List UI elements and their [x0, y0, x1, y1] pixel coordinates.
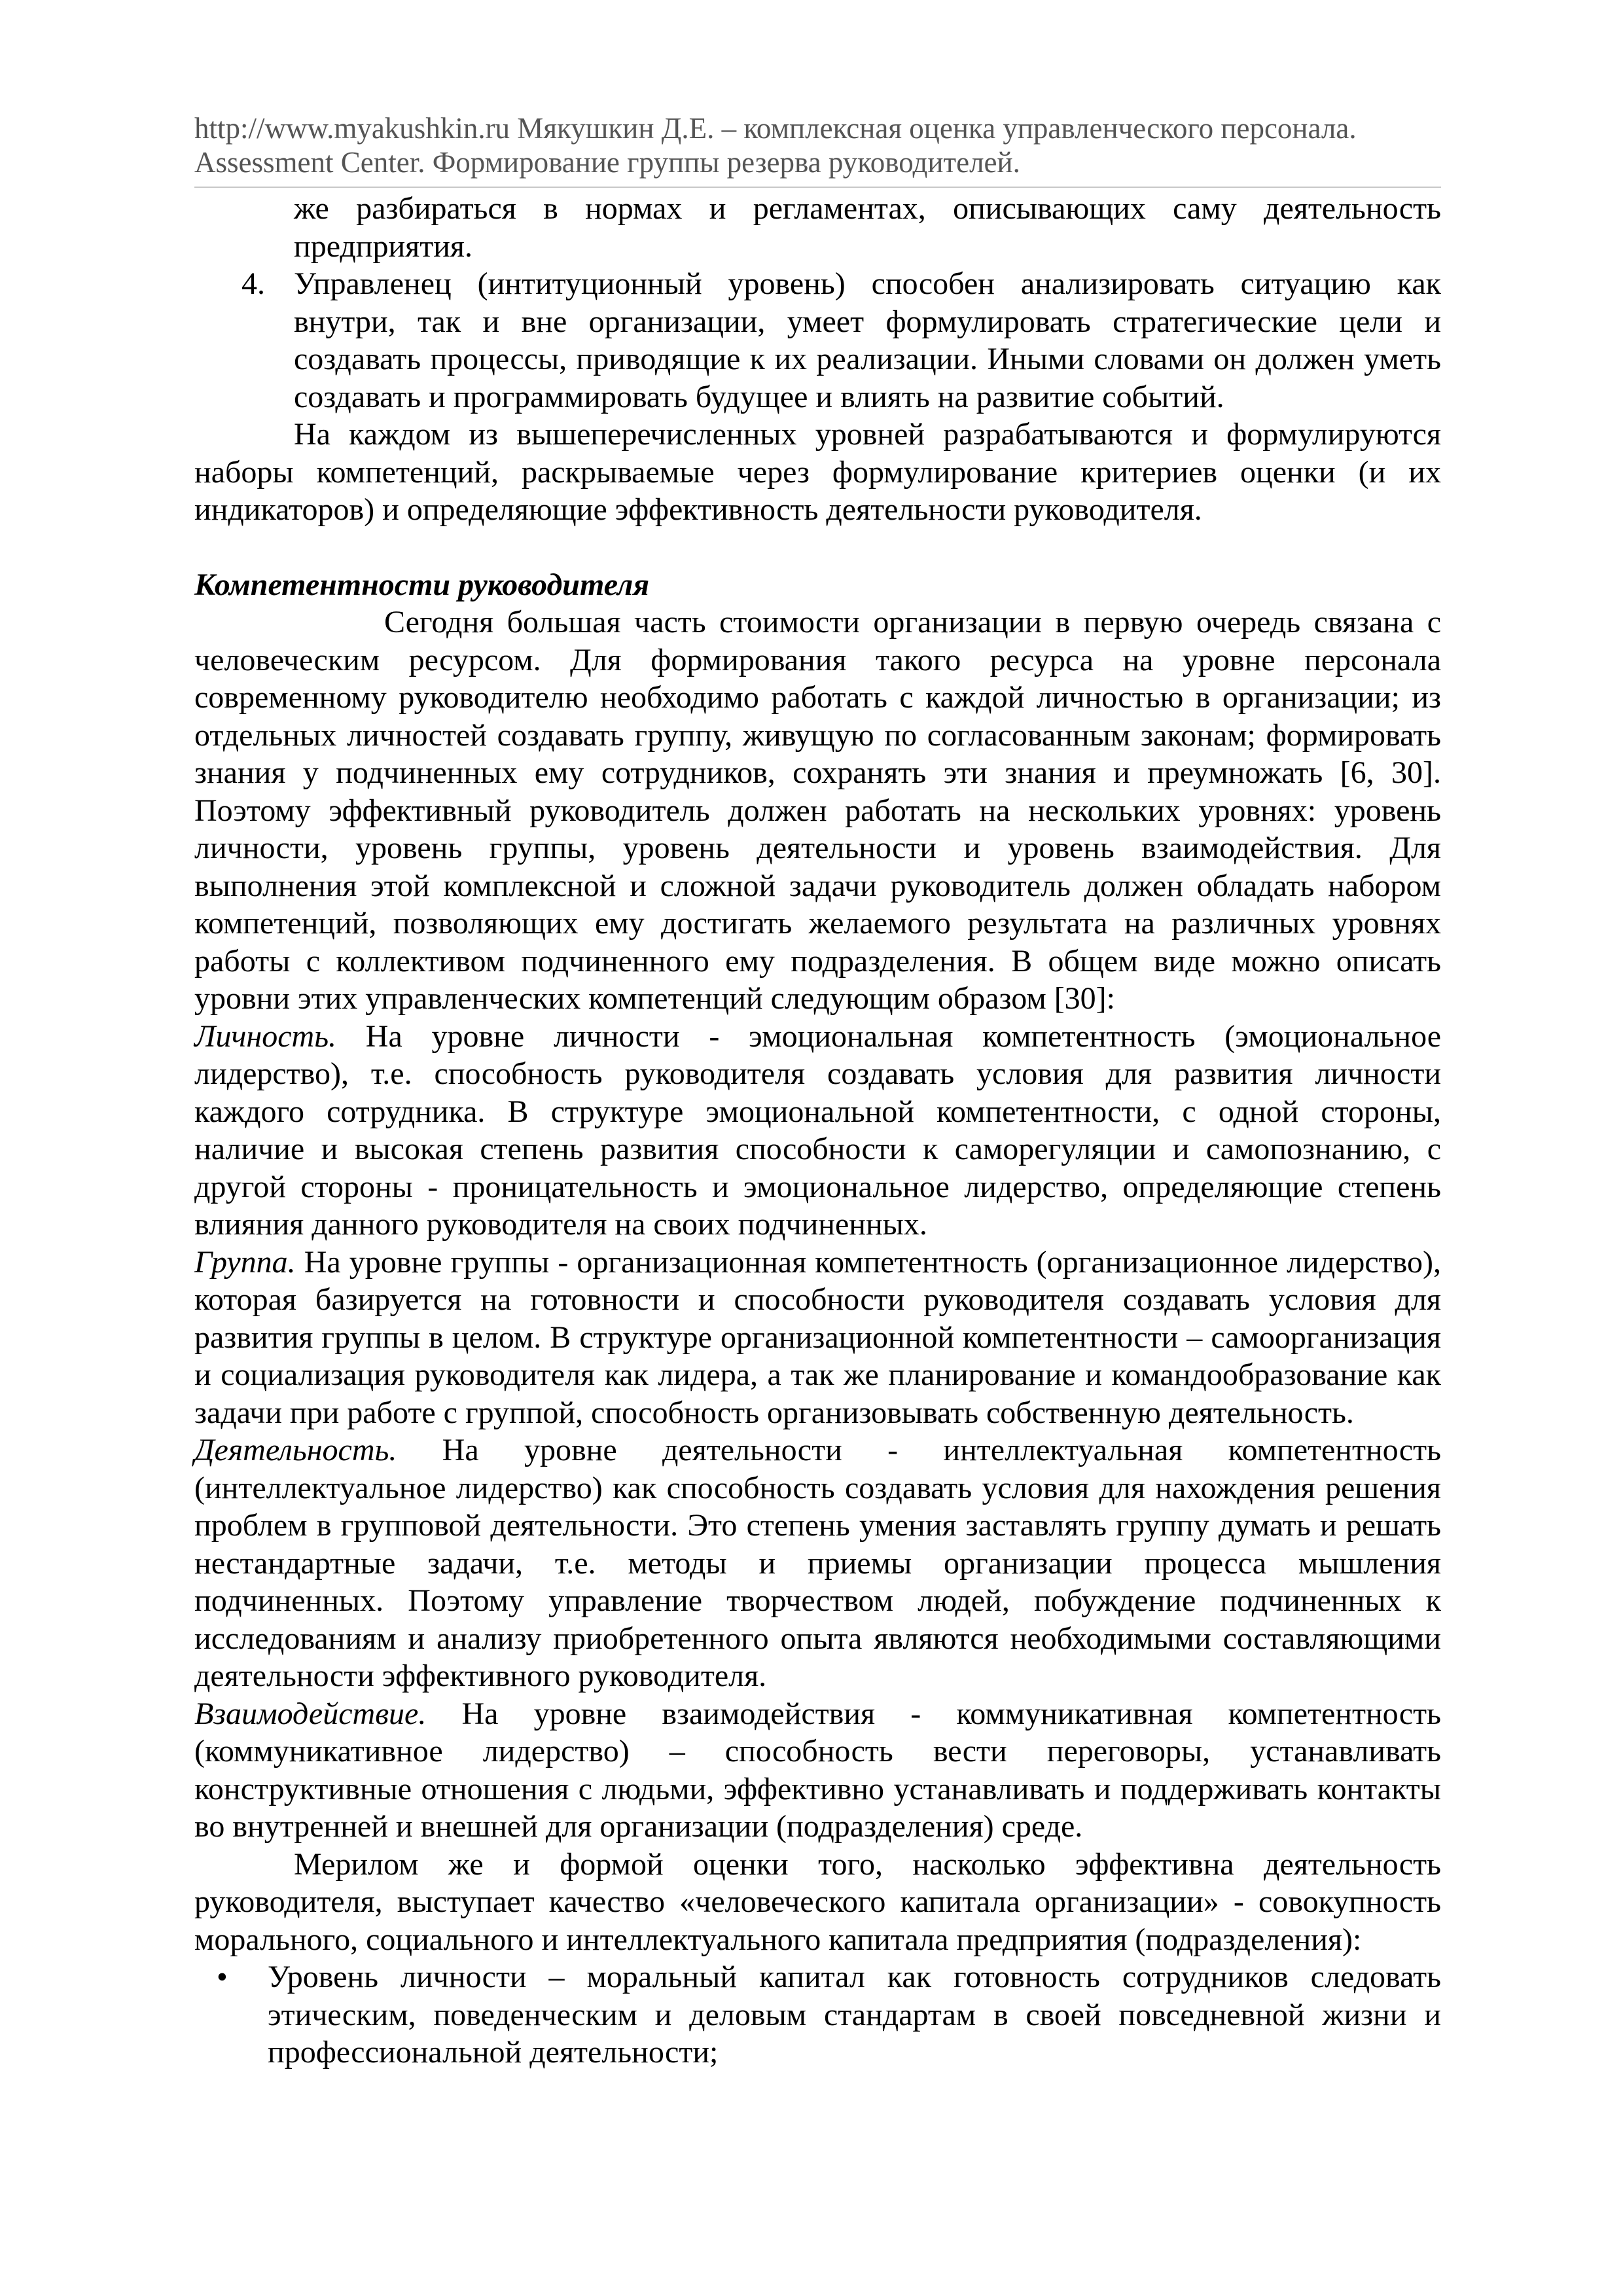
- bullet-icon: •: [217, 1960, 228, 1994]
- list-item-continuation: же разбираться в нормах и регламентах, описывающих саму деятельность предприятия.: [294, 191, 1441, 264]
- term-interaction: Взаимодействие.: [194, 1696, 427, 1731]
- document-body: [194, 190, 1441, 2072]
- paragraph-personality: [194, 1018, 1441, 1244]
- group-text: На уровне группы - организационная компетентность (организационное лидерство), которая базируется на готовности и способности руководителя создавать условия для развития группы в целом. В структуре организационной компетентности – самоорганизация и социализация руководителя как лидера, а так же планирование и командообразование как задачи при работе с группой, способность организовывать собственную деятельность.: [194, 1244, 1441, 1430]
- bullet-item-personality-level: [194, 1958, 1441, 2072]
- paragraph-levels: На каждом из вышеперечисленных уровней разрабатываются и формулируются наборы компетенций, раскрываемые через формулирование критериев оценки (и их индикаторов) и определяющие эффективность деятельности руководителя.: [194, 417, 1441, 527]
- header-divider: [194, 187, 1441, 188]
- personality-text: На уровне личности - эмоциональная компетентность (эмоциональное лидерство), т.е. способность руководителя создавать условия для развития личности каждого сотрудника. В структуре эмоциональной компетентности, с одной стороны, наличие и высокая степень развития способности к саморегуляции и самопознанию, с другой стороны - проницательность и эмоциональное лидерство, определяющие степень влияния данного руководителя на своих подчиненных.: [194, 1018, 1441, 1242]
- interaction-text: На уровне взаимодействия - коммуникативная компетентность (коммуникативное лидерство) – способность вести переговоры, устанавливать конструктивные отношения с людьми, эффективно устанавливать и поддерживать контакты во внутренней и внешней для организации (подразделения) среде.: [194, 1696, 1441, 1844]
- paragraph-activity: [194, 1431, 1441, 1695]
- paragraph-group: [194, 1244, 1441, 1432]
- term-group: Группа.: [194, 1244, 296, 1280]
- paragraph-intro: Сегодня большая часть стоимости организации в первую очередь связана с человеческим ресурсом. Для формирования такого ресурса на уровне персонала современному руководителю необходимо работать с каждой личностью в организации; из отдельных личностей создавать группу, живущую по согласованным законам; формировать знания у подчиненных ему сотрудников, сохранять эти знания и преумножать [6, 30]. Поэтому эффективный руководитель должен работать на нескольких уровнях: уровень личности, уровень группы, уровень деятельности и уровень взаимодействия. Для выполнения этой комплексной и сложной задачи руководитель должен обладать набором компетенций, позволяющих ему достигать желаемого результата на различных уровнях работы с коллективом подчиненного ему подразделения. В общем виде можно описать уровни этих управленческих компетенций следующим образом [30]:: [194, 605, 1441, 1016]
- term-personality: Личность.: [194, 1018, 337, 1054]
- bullet-text: Уровень личности – моральный капитал как готовность сотрудников следовать этическим, поведенческим и деловым стандартам в своей повседневной жизни и профессиональной деятельности;: [268, 1960, 1441, 2070]
- item-text: Управленец (интитуционный уровень) способен анализировать ситуацию как внутри, так и вне организации, умеет формулировать стратегические цели и создавать процессы, приводящие к их реализации. Иными словами он должен уметь создавать и программировать будущее и влиять на развитие событий.: [294, 266, 1441, 414]
- paragraph-measure: Мерилом же и формой оценки того, насколько эффективна деятельность руководителя, выступает качество «человеческого капитала организации» - совокупность морального, социального и интеллектуального капитала предприятия (подразделения):: [194, 1846, 1441, 1957]
- term-activity: Деятельность.: [194, 1433, 397, 1467]
- numbered-item-4: [194, 265, 1441, 416]
- paragraph-interaction: [194, 1695, 1441, 1846]
- page-header: [194, 111, 1425, 179]
- activity-text: На уровне деятельности - интеллектуальная компетентность (интеллектуальное лидерство) как способность создавать условия для нахождения решения проблем в групповой деятельности. Это степень умения заставлять группу думать и решать нестандартные задачи, т.е. методы и приемы организации процесса мышления подчиненных. Поэтому управление творчеством людей, побуждение подчиненных к исследованиям и анализу приобретенного опыта являются необходимыми составляющими деятельности эффективного руководителя.: [194, 1433, 1441, 1693]
- item-number: 4.: [241, 266, 265, 301]
- header-line-url: http://www.myakushkin.ru Мякушкин Д.Е. – комплексная оценка управленческого персонала.: [194, 112, 1357, 145]
- paragraph-gap: [194, 529, 1441, 566]
- header-line-subtitle: Assessment Center. Формирование группы резерва руководителей.: [194, 146, 1020, 179]
- section-heading: Компетентности руководителя: [194, 567, 650, 602]
